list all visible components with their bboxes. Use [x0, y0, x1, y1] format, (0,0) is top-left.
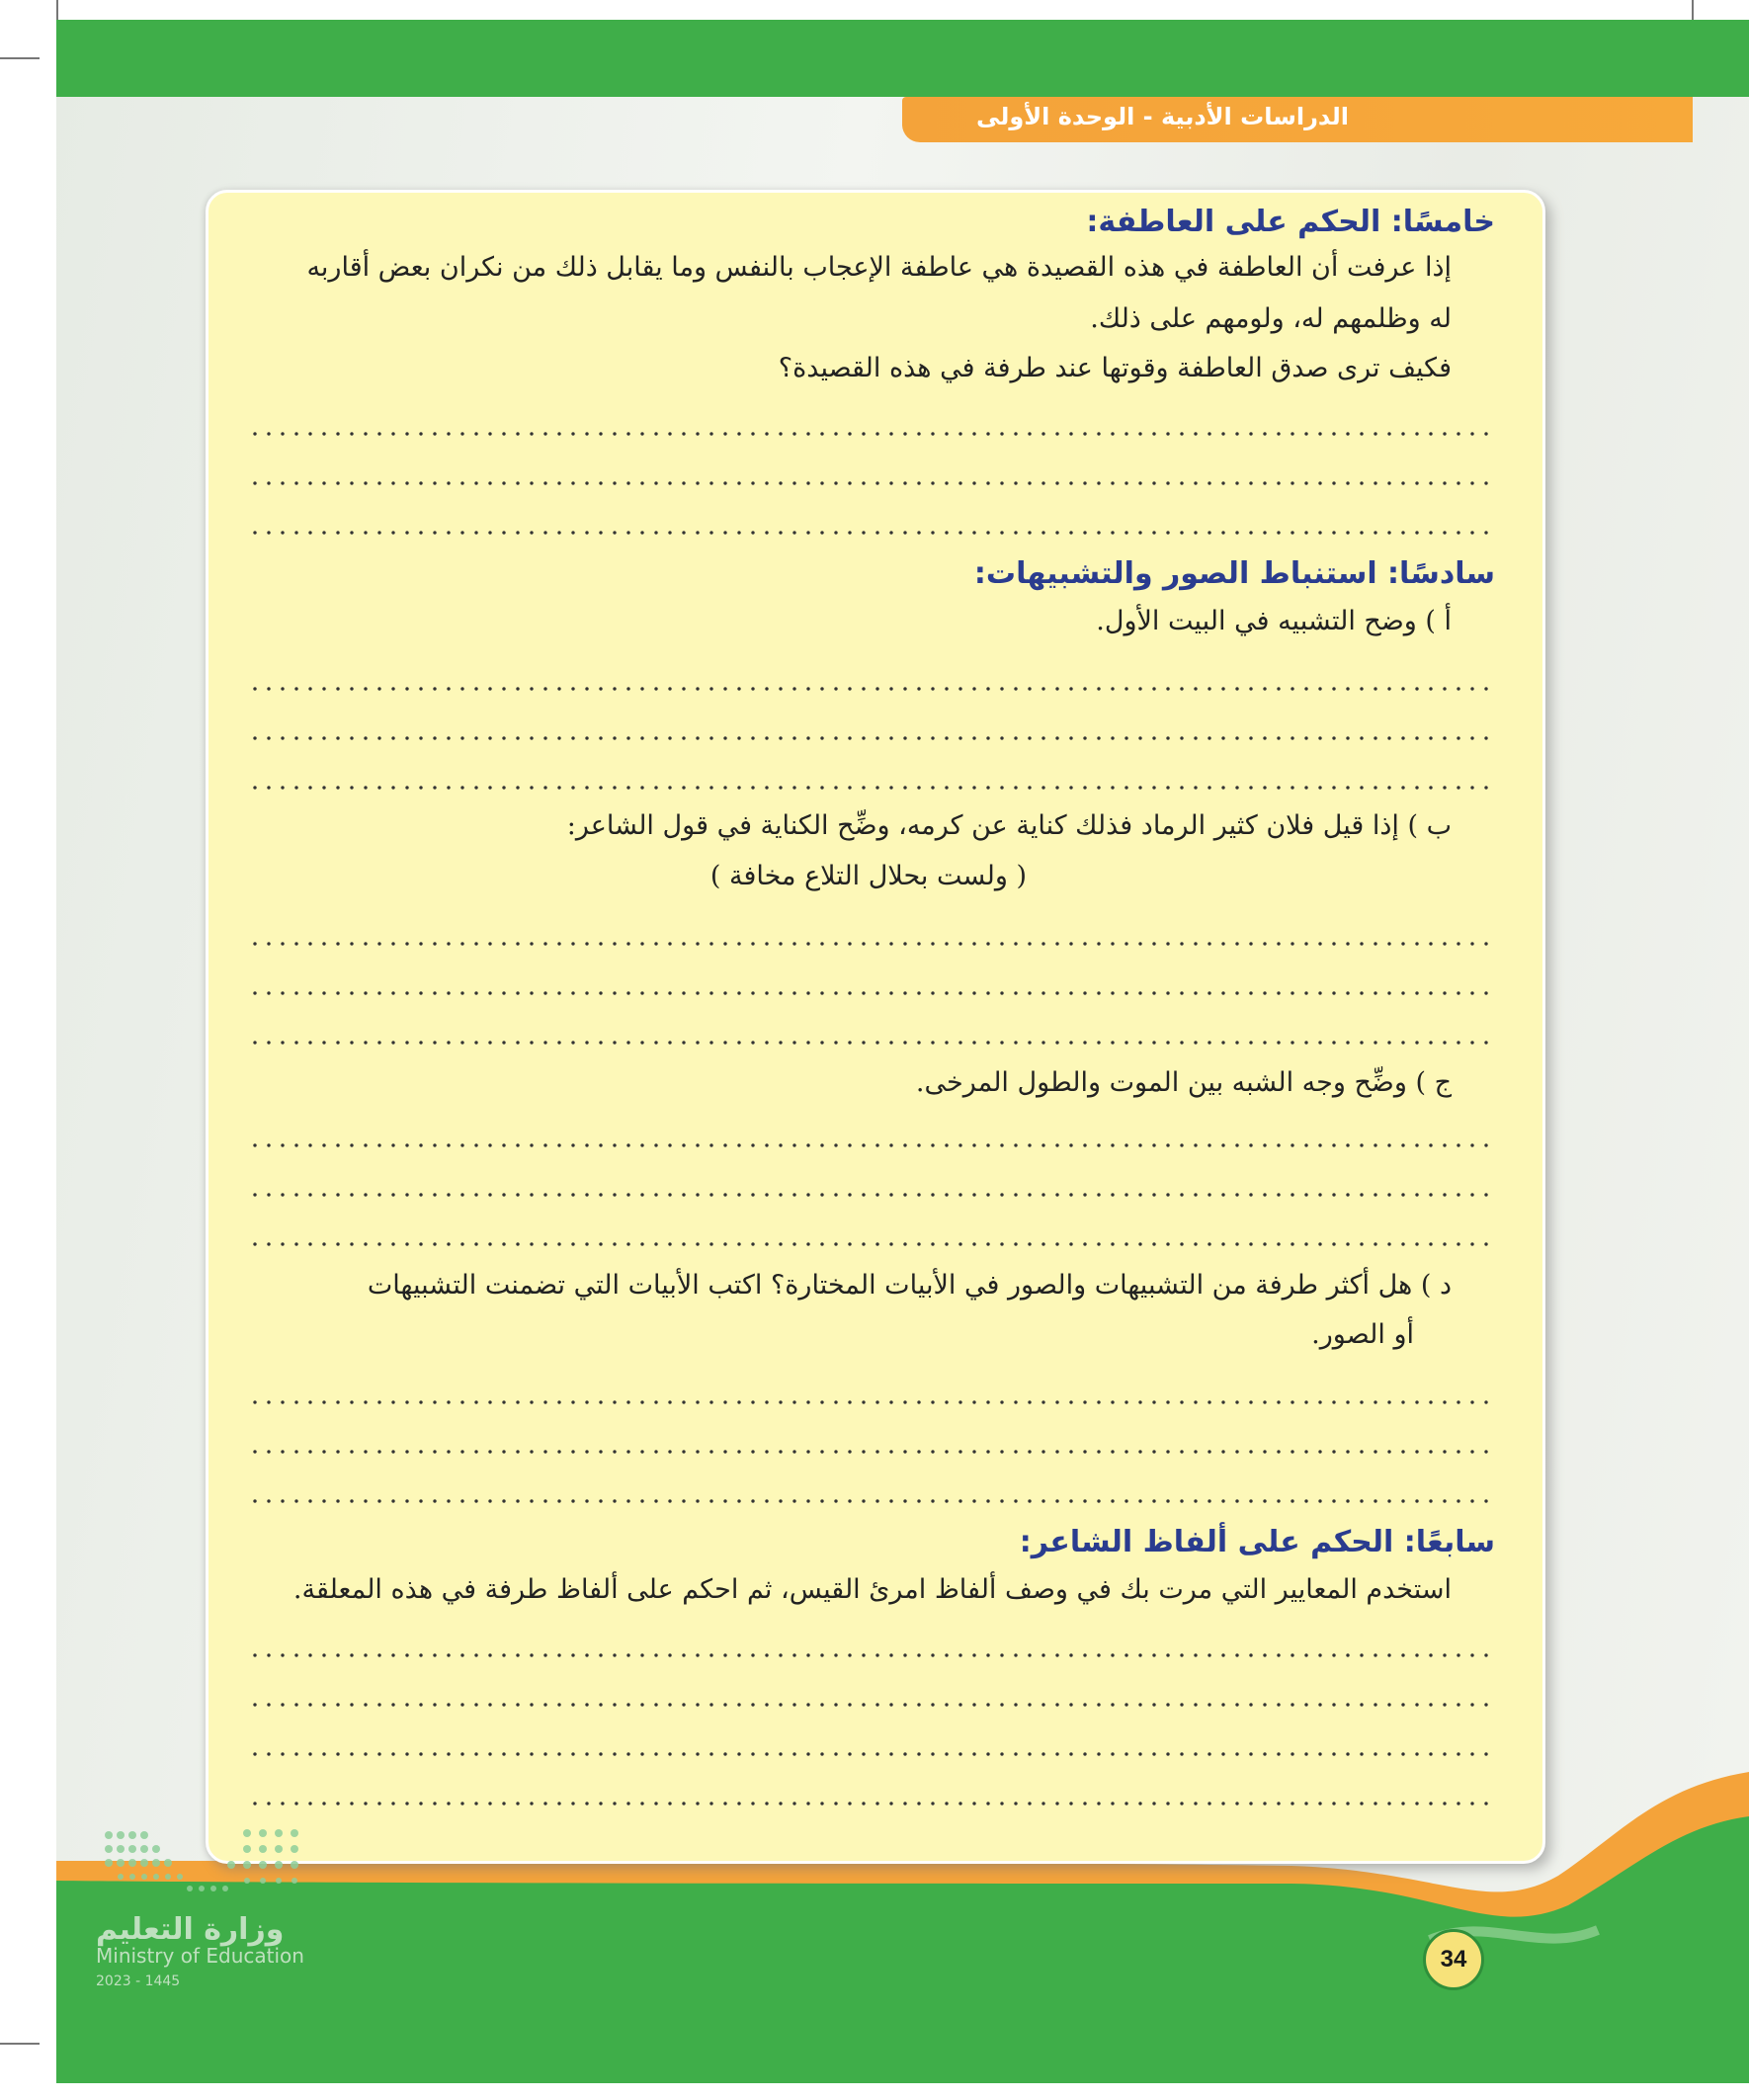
answer-line[interactable]: [248, 786, 1491, 790]
crop-mark: [56, 0, 58, 20]
section-7-line-1: استخدم المعايير التي مرت بك في وصف ألفاظ امرئ القيس، ثم احكم على ألفاظ طرفة في هذه المعلقة.: [292, 1574, 1452, 1605]
answer-line[interactable]: [248, 736, 1491, 740]
section-5-line-1: إذا عرفت أن العاطفة في هذه القصيدة هي عاطفة الإعجاب بالنفس وما يقابل ذلك من نكران بعض أقاربه: [306, 252, 1452, 283]
ministry-text-block: [96, 1912, 304, 1994]
answer-line[interactable]: [248, 1752, 1491, 1756]
section-6-title: سادسًا: استنباط الصور والتشبيهات:: [973, 556, 1495, 591]
ministry-logo-icon: [99, 1823, 316, 1912]
answer-line[interactable]: [248, 531, 1491, 535]
answer-line[interactable]: [248, 942, 1491, 946]
crop-mark: [1692, 0, 1694, 20]
answer-line[interactable]: [248, 481, 1491, 485]
answer-line[interactable]: [248, 1653, 1491, 1657]
answer-line[interactable]: [248, 1041, 1491, 1045]
header-title: الدراسات الأدبية - الوحدة الأولى: [976, 103, 1349, 130]
section-6-item-a: أ ) وضح التشبيه في البيت الأول.: [1096, 606, 1452, 636]
top-green-band: [56, 20, 1749, 97]
section-5-question: فكيف ترى صدق العاطفة وقوتها عند طرفة في هذه القصيدة؟: [778, 353, 1452, 383]
answer-line[interactable]: [248, 1143, 1491, 1147]
answer-line[interactable]: [248, 1242, 1491, 1246]
ministry-year: 2023 - 1445: [96, 1974, 181, 1989]
answer-line[interactable]: [248, 687, 1491, 691]
answer-line[interactable]: [248, 432, 1491, 436]
answer-line[interactable]: [248, 1450, 1491, 1454]
section-6-item-b-quote: ( ولست بحلال التلاع مخافة ): [709, 861, 1027, 891]
section-6-item-c: ج ) وضِّح وجه الشبه بين الموت والطول المرخى.: [915, 1067, 1452, 1098]
section-6-item-d-line-2: أو الصور.: [1311, 1319, 1414, 1350]
worksheet-card: [206, 190, 1545, 1864]
section-5-title: خامسًا: الحكم على العاطفة:: [1086, 205, 1495, 239]
answer-line[interactable]: [248, 1802, 1491, 1806]
answer-line[interactable]: [248, 1499, 1491, 1503]
section-6-item-d-line-1: د ) هل أكثر طرفة من التشبيهات والصور في الأبيات المختارة؟ اكتب الأبيات التي تضمنت التشبيهات: [367, 1270, 1452, 1301]
page-number: 34: [1423, 1929, 1484, 1990]
section-7-title: سابعًا: الحكم على ألفاظ الشاعر:: [1019, 1525, 1495, 1559]
section-6-item-b: ب ) إذا قيل فلان كثير الرماد فذلك كناية عن كرمه، وضِّح الكناية في قول الشاعر:: [566, 810, 1452, 841]
ministry-name-english: Ministry of Education: [96, 1944, 304, 1968]
answer-line[interactable]: [248, 1703, 1491, 1707]
answer-line[interactable]: [248, 1193, 1491, 1197]
crop-mark: [0, 2043, 40, 2045]
ministry-name-arabic: وزارة التعليم: [96, 1912, 285, 1947]
answer-line[interactable]: [248, 991, 1491, 995]
answer-line[interactable]: [248, 1400, 1491, 1404]
section-5-line-2: له وظلمهم له، ولومهم على ذلك.: [1090, 303, 1452, 334]
crop-mark: [0, 57, 40, 59]
